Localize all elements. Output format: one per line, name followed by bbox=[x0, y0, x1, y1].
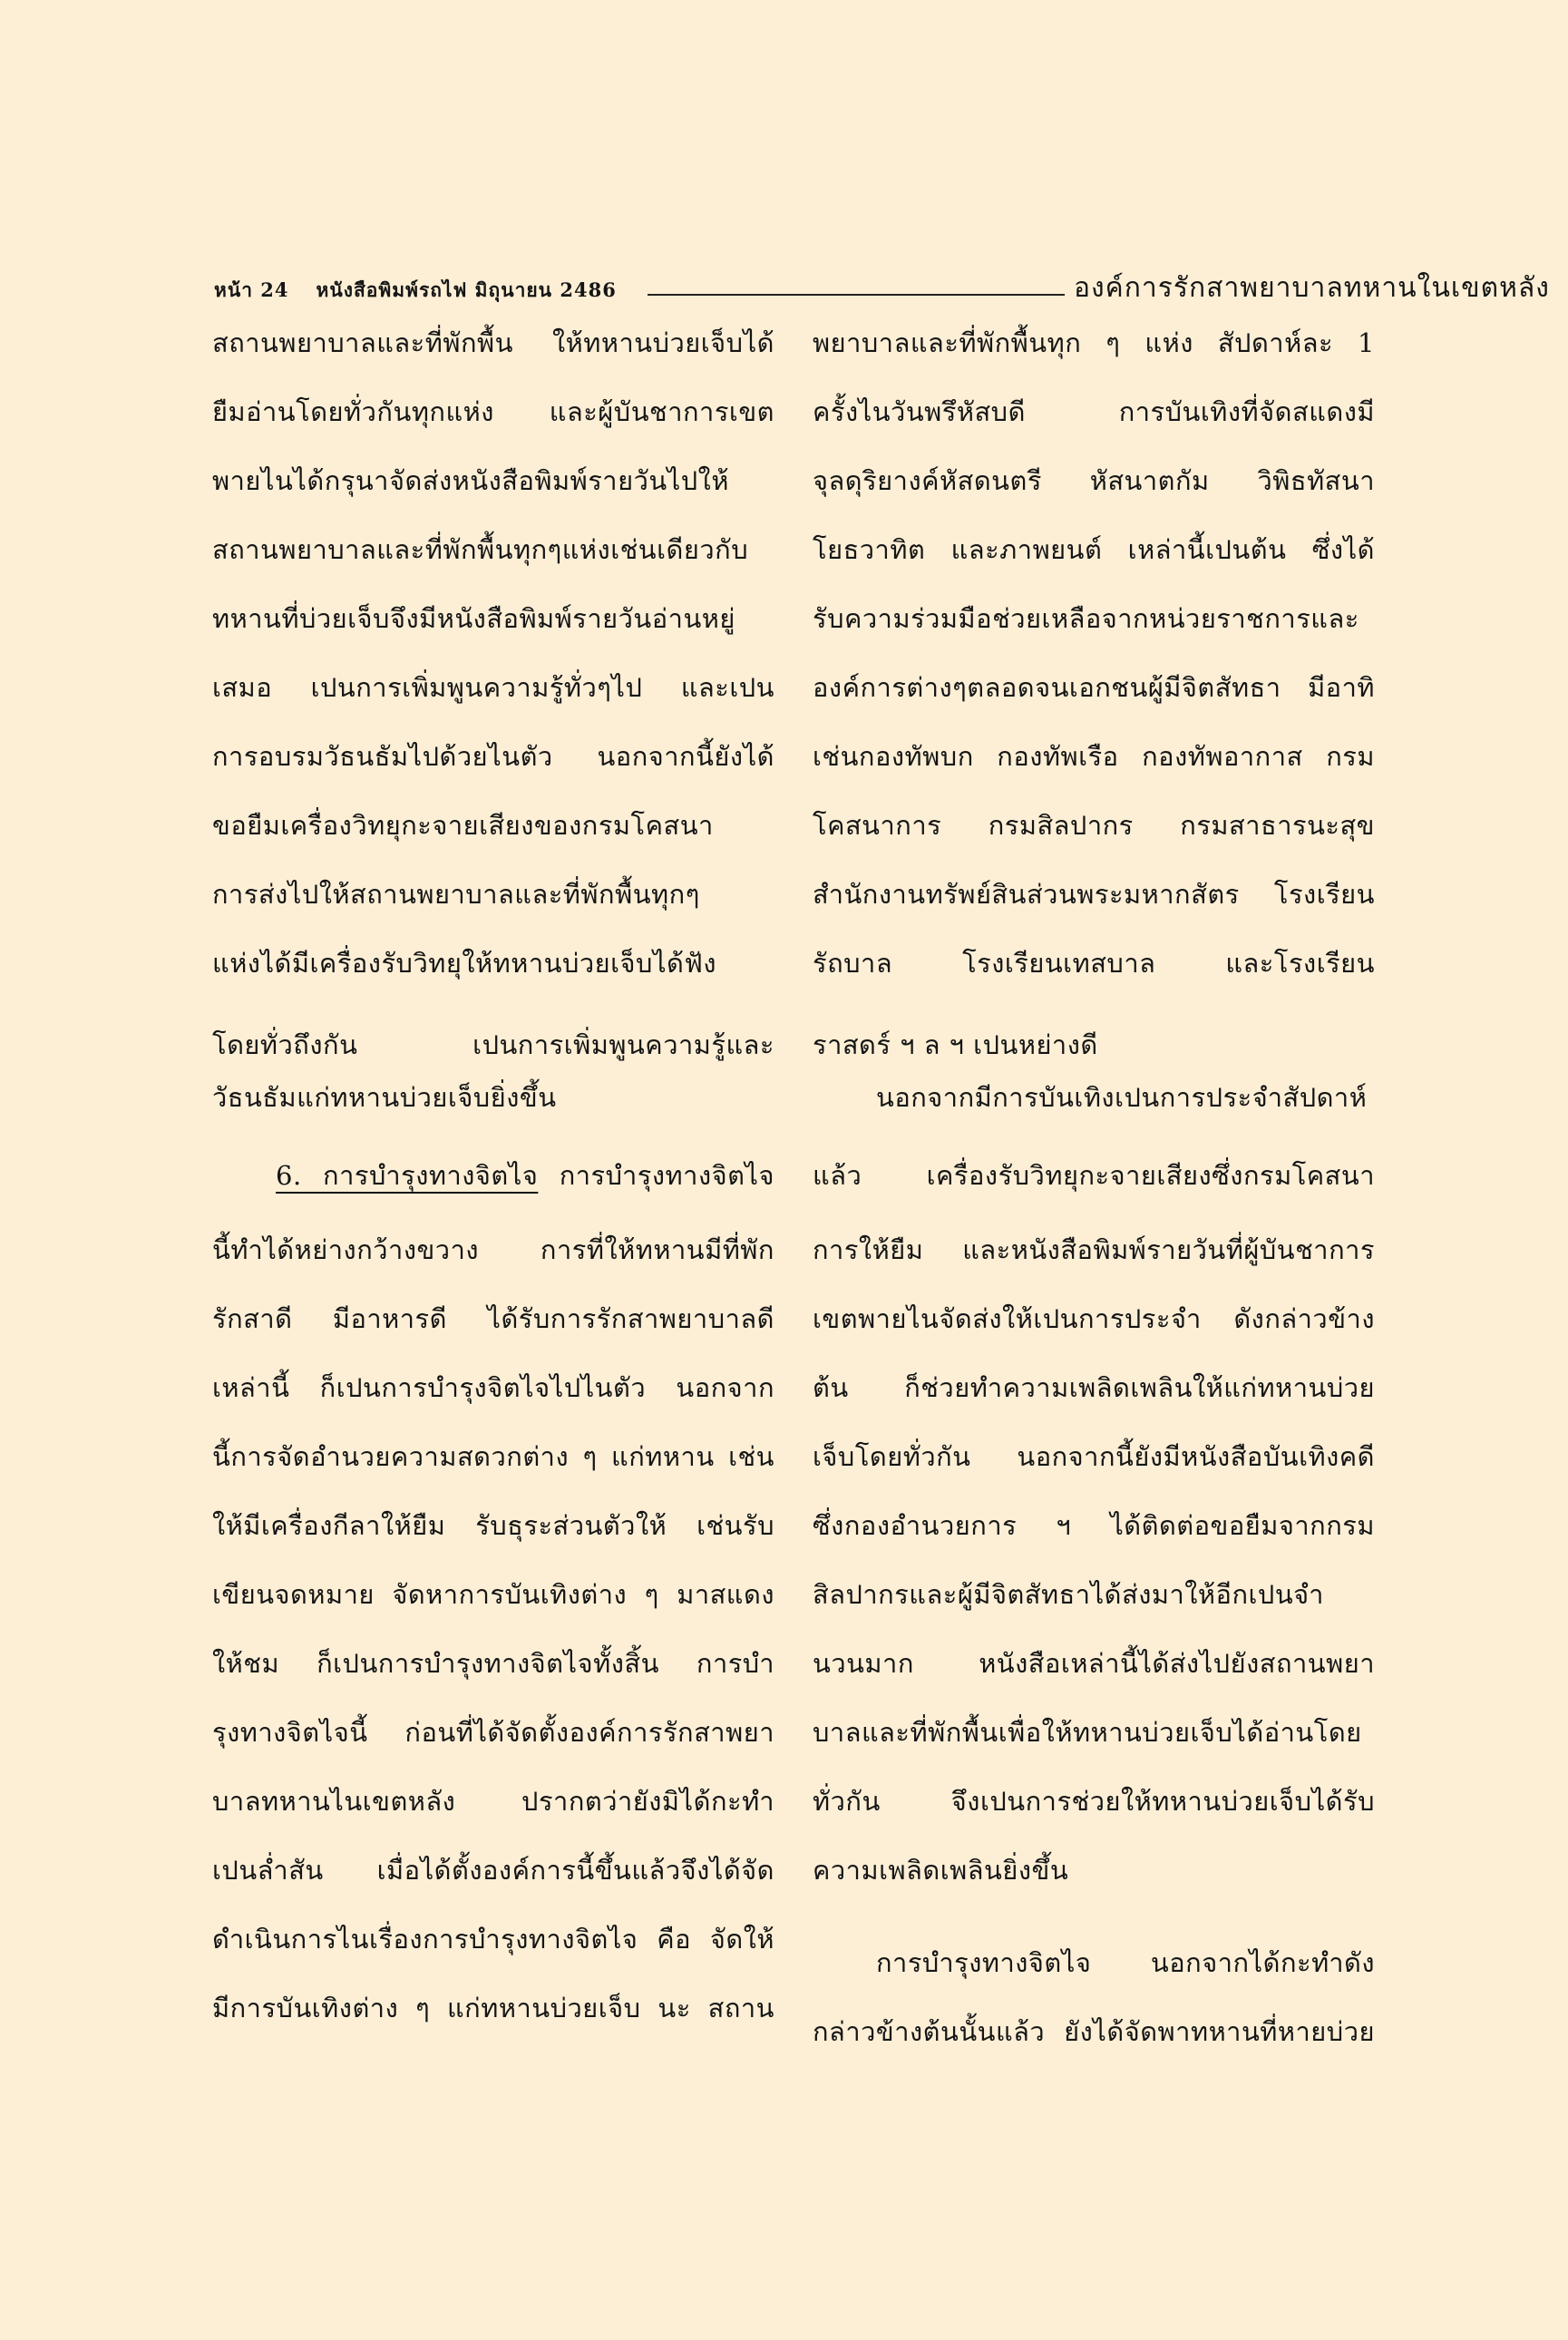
header-rule bbox=[648, 294, 1065, 296]
text-line: บาลและที่พักพื้นเพื่อให้ทหานบ่วยเจ็บได้อ่านโดย bbox=[813, 1717, 1362, 1748]
text-line: เจ็บโดยทั่วกัน นอกจากนี้ยังมีหนังสือบันเทิงคดี bbox=[813, 1441, 1375, 1472]
text-line: นวนมาก หนังสือเหล่านี้ได้ส่งไปยังสถานพยา bbox=[813, 1648, 1375, 1679]
text-line: การให้ยืม และหนังสือพิมพ์รายวันที่ผู้บันชาการ bbox=[813, 1234, 1375, 1265]
text-line: แล้ว เครื่องรับวิทยุกะจายเสียงซึ่งกรมโคสนา bbox=[813, 1160, 1375, 1191]
text-line: นี้การจัดอำนวยความสดวกต่าง ๆ แก่ทหาน เช่น bbox=[212, 1441, 774, 1472]
text-line: การส่งไปให้สถานพยาบาลและที่พักพื้นทุกๆ bbox=[212, 879, 700, 910]
section-heading-rest: การบำรุงทางจิตไจ bbox=[538, 1160, 775, 1191]
text-line: สำนักงานทรัพย์สินส่วนพระมหากสัตร โรงเรียน bbox=[813, 879, 1375, 910]
text-line: สถานพยาบาลและที่พักพื้นทุกๆแห่งเช่นเดียวกับ bbox=[212, 534, 749, 565]
text-line: เขียนจดหมาย จัดหาการบันเทิงต่าง ๆ มาสแดง bbox=[212, 1579, 774, 1610]
text-line: รับความร่วมมือช่วยเหลือจากหน่วยราชการและ bbox=[813, 603, 1359, 634]
text-line: ดำเนินการไนเรื่องการบำรุงทางจิตไจ คือ จัดให้ bbox=[212, 1924, 774, 1955]
text-line: รุงทางจิตไจนี้ ก่อนที่ได้จัดตั้งองค์การรักสาพยา bbox=[212, 1717, 774, 1748]
text-line: พายไนได้กรุนาจัดส่งหนังสือพิมพ์รายวันไปให้ bbox=[212, 465, 729, 496]
text-line: ต้น ก็ช่วยทำความเพลิดเพลินให้แก่ทหานบ่วย bbox=[813, 1372, 1375, 1403]
text-line: นอกจากมีการบันเทิงเปนการประจำสัปดาห์ bbox=[876, 1082, 1368, 1113]
text-line: ความเพลิดเพลินยิ่งขึ้น bbox=[813, 1855, 1069, 1886]
text-line: ยืมอ่านโดยทั่วกันทุกแห่ง และผู้บันชาการเขต bbox=[212, 396, 774, 427]
header-left bbox=[214, 276, 617, 306]
article-title: องค์การรักสาพยาบาลทหานในเขตหลัง bbox=[1074, 272, 1550, 304]
text-line: ขอยืมเครื่องวิทยุกะจายเสียงของกรมโคสนา bbox=[212, 810, 714, 841]
text-line: เหล่านี้ ก็เปนการบำรุงจิตไจไปไนตัว นอกจาก bbox=[212, 1372, 774, 1403]
text-line: สถานพยาบาลและที่พักพื้น ให้ทหานบ่วยเจ็บได้ bbox=[212, 327, 774, 358]
text-line: สิลปากรและผู้มีจิตสัทธาได้ส่งมาให้อีกเปนจำ bbox=[813, 1579, 1324, 1610]
text-line: นี้ทำได้หย่างกว้างขวาง การที่ให้ทหานมีที่พัก bbox=[212, 1234, 774, 1265]
text-line: ราสดร์ ฯ ล ฯ เปนหย่างดี bbox=[813, 1029, 1098, 1060]
section-heading-line bbox=[212, 1148, 774, 1203]
text-line: รัถบาล โรงเรียนเทสบาล และโรงเรียน bbox=[813, 948, 1375, 979]
text-line: รักสาดี มีอาหารดี ได้รับการรักสาพยาบาลดี bbox=[212, 1303, 774, 1334]
text-line: มีการบันเทิงต่าง ๆ แก่ทหานบ่วยเจ็บ นะ สถาน bbox=[212, 1993, 774, 2023]
text-line: จุลดุริยางค์หัสดนตรี หัสนาตกัม วิพิธทัสนา bbox=[813, 465, 1375, 496]
publication-name: หนังสือพิมพ์รถไฟ มิถุนายน 2486 bbox=[316, 278, 617, 301]
text-line: กล่าวข้างต้นนั้นแล้ว ยังได้จัดพาทหานที่หายบ่วย bbox=[813, 2016, 1375, 2047]
text-line: ครั้งไนวันพรึหัสบดี การบันเทิงที่จัดสแดงมี bbox=[813, 396, 1375, 427]
text-line: แห่งได้มีเครื่องรับวิทยุให้ทหานบ่วยเจ็บได้ฟัง bbox=[212, 948, 717, 979]
text-line: เสมอ เปนการเพิ่มพูนความรู้ทั่วๆไป และเปน bbox=[212, 672, 774, 703]
text-line: บาลทหานไนเขตหลัง ปรากตว่ายังมิได้กะทำ bbox=[212, 1786, 774, 1817]
text-line: โคสนาการ กรมสิลปากร กรมสาธารนะสุข bbox=[813, 810, 1375, 841]
text-line: เปนล่ำสัน เมื่อได้ตั้งองค์การนี้ขึ้นแล้วจึงได้จัด bbox=[212, 1855, 774, 1886]
section-heading: 6. การบำรุงทางจิตไจ bbox=[276, 1160, 539, 1191]
text-line: โยธวาทิต และภาพยนต์ เหล่านี้เปนต้น ซึ่งได้ bbox=[813, 534, 1375, 565]
text-line: เช่นกองทัพบก กองทัพเรือ กองทัพอากาส กรม bbox=[813, 741, 1375, 772]
page-header bbox=[214, 259, 1550, 314]
text-line: การอบรมวัธนธัมไปด้วยไนตัว นอกจากนี้ยังได้ bbox=[212, 741, 774, 772]
text-line: ซึ่งกองอำนวยการ ฯ ได้ติดต่อขอยืมจากกรม bbox=[813, 1510, 1375, 1541]
text-line: วัธนธัมแก่ทหานบ่วยเจ็บยิ่งขึ้น bbox=[212, 1082, 557, 1113]
text-line: เขตพายไนจัดส่งให้เปนการประจำ ดังกล่าวข้าง bbox=[813, 1303, 1375, 1334]
text-line: โดยทั่วถึงกัน เปนการเพิ่มพูนความรู้และ bbox=[212, 1029, 774, 1060]
text-line: ให้มีเครื่องกีลาให้ยืม รับธุระส่วนตัวให้ เช่นรับ bbox=[212, 1510, 774, 1541]
page-number: หน้า 24 bbox=[214, 278, 289, 301]
text-line: ทหานที่บ่วยเจ็บจึงมีหนังสือพิมพ์รายวันอ่านหยู่ bbox=[212, 603, 735, 634]
text-line: การบำรุงทางจิตไจ นอกจากได้กะทำดัง bbox=[876, 1947, 1375, 1978]
text-line: ให้ชม ก็เปนการบำรุงทางจิตไจทั้งสิ้น การบำ bbox=[212, 1648, 774, 1679]
text-line: พยาบาลและที่พักพื้นทุก ๆ แห่ง สัปดาห์ละ 1 bbox=[813, 327, 1375, 358]
text-line: ทั่วกัน จึงเปนการช่วยให้ทหานบ่วยเจ็บได้รับ bbox=[813, 1786, 1375, 1817]
text-line: องค์การต่างๆตลอดจนเอกชนผู้มีจิตสัทธา มีอาทิ bbox=[813, 672, 1375, 703]
